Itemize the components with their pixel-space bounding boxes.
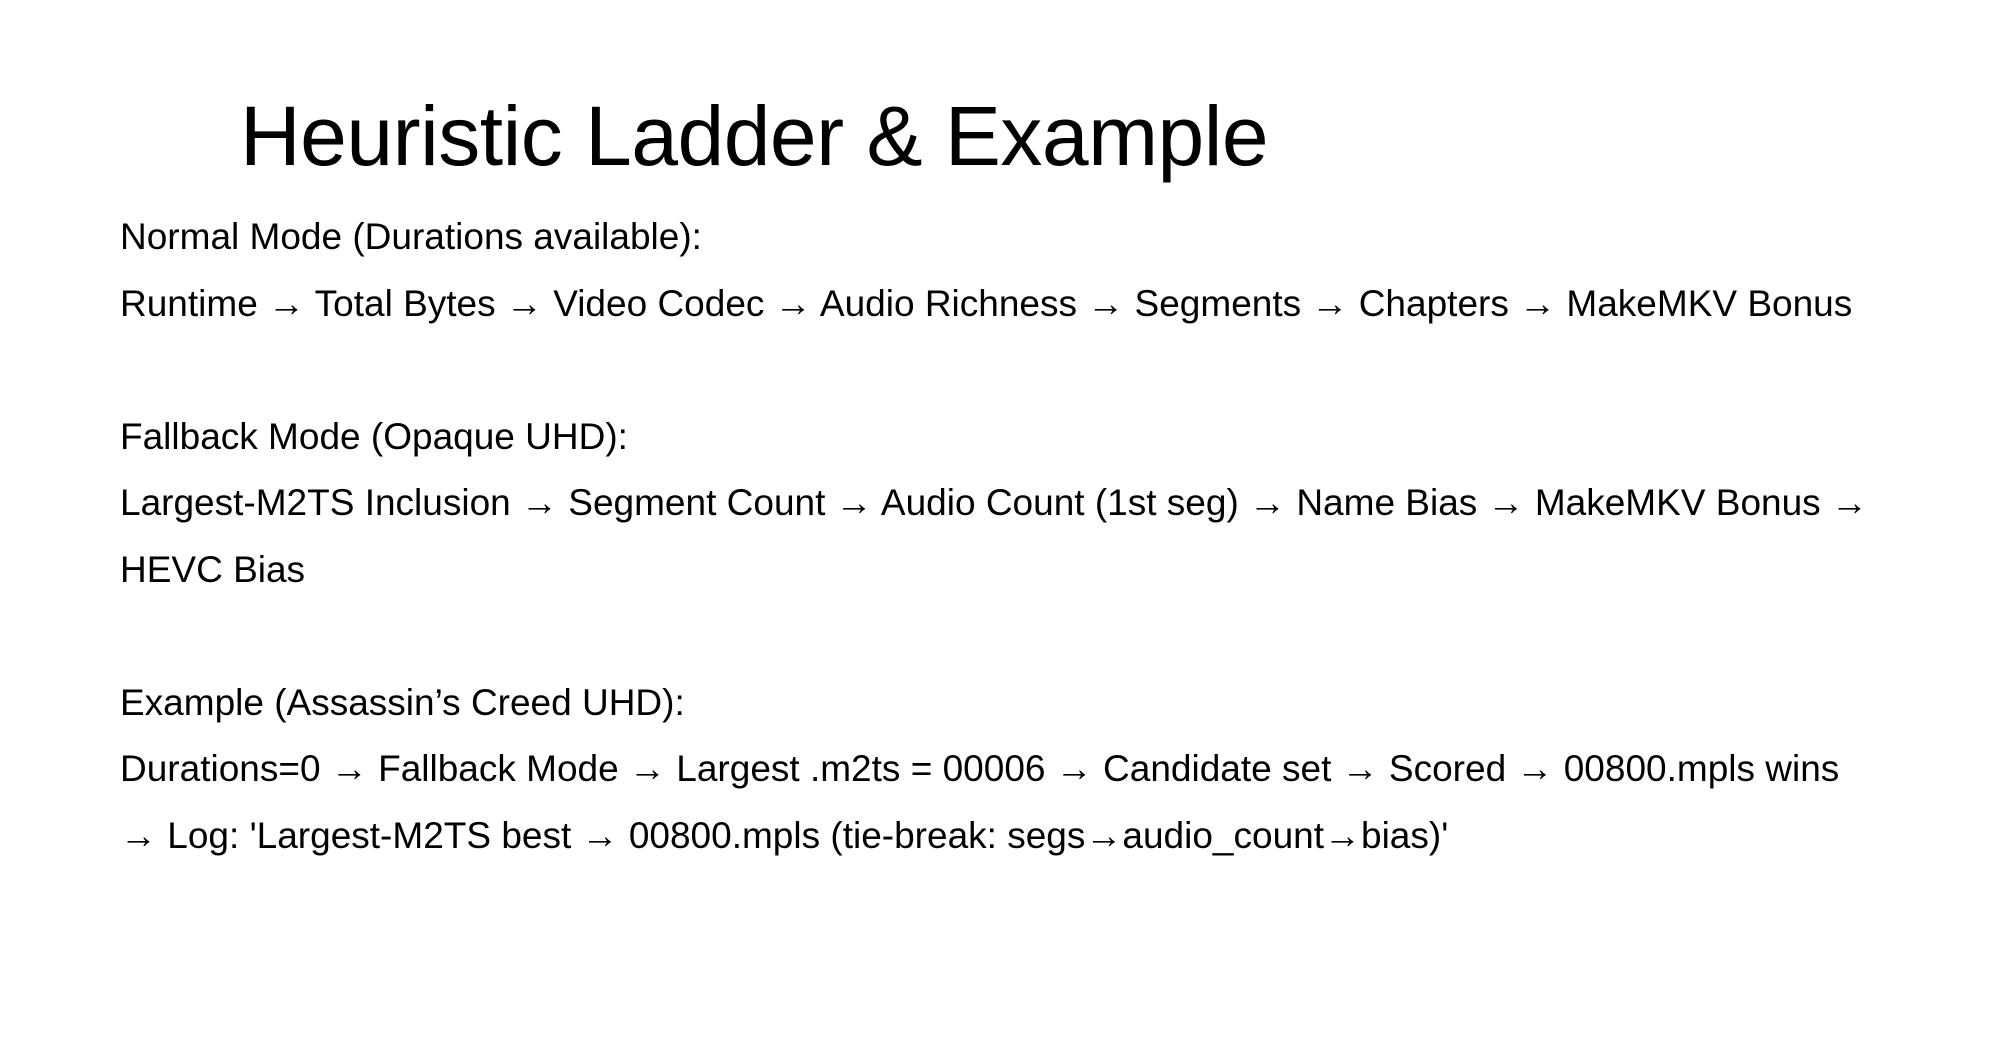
spacer xyxy=(120,603,1920,670)
slide-body xyxy=(120,204,1920,869)
example-line-1: Durations=0 → Fallback Mode → Largest .m2ts = 00006 → Candidate set → Scored → 00800.mpls wins xyxy=(120,748,1840,789)
spacer xyxy=(120,337,1920,404)
slide-title: Heuristic Ladder & Example xyxy=(240,89,1269,183)
normal-mode-ladder: Runtime → Total Bytes → Video Codec → Audio Richness → Segments → Chapters → MakeMKV Bonus xyxy=(120,282,1853,324)
example-heading: Example (Assassin’s Creed UHD): xyxy=(120,681,685,723)
example-line-2: → Log: 'Largest-M2TS best → 00800.mpls (tie-break: segs→audio_count→bias)' xyxy=(120,814,1449,856)
fallback-mode-ladder-line-2: HEVC Bias xyxy=(120,548,306,590)
normal-mode-heading: Normal Mode (Durations available): xyxy=(120,216,702,257)
fallback-mode-heading: Fallback Mode (Opaque UHD): xyxy=(120,415,628,457)
fallback-mode-ladder-line-1: Largest-M2TS Inclusion → Segment Count → Audio Count (1st seg) → Name Bias → MakeMKV Bonus → xyxy=(120,482,1868,523)
